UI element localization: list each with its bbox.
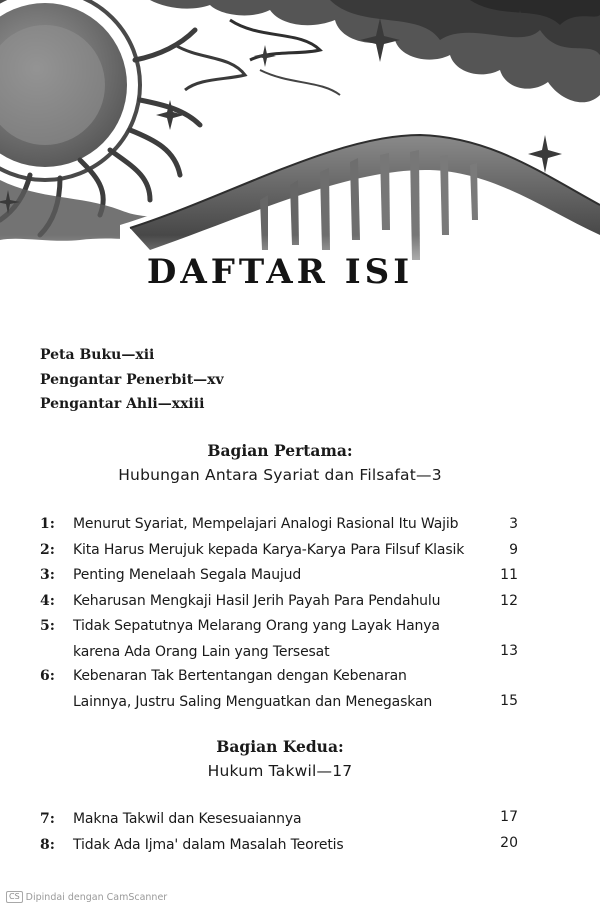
entry-page: 15: [500, 693, 518, 709]
front-matter-list: [40, 343, 224, 417]
camscanner-logo-icon: CS: [6, 891, 23, 903]
scanner-watermark: [6, 891, 167, 903]
front-matter-item: Pengantar Ahli—xxiii: [40, 396, 205, 412]
entry-page: 11: [500, 567, 518, 583]
toc-entry: [40, 537, 518, 563]
entry-title: Keharusan Mengkaji Hasil Jerih Payah Para Pendahulu: [73, 592, 441, 609]
entry-number: 6:: [40, 668, 55, 684]
toc-entry: [40, 663, 518, 713]
entry-number: 2:: [40, 541, 55, 558]
part-label: Bagian Pertama:: [207, 441, 353, 460]
entry-number: 7:: [40, 811, 55, 827]
entry-title: Makna Takwil dan Kesesuaiannya: [73, 811, 302, 827]
part-heading: [0, 440, 560, 488]
entry-page: 13: [500, 643, 518, 659]
toc-entry: [40, 511, 518, 537]
toc-entry: [40, 562, 518, 588]
entry-title: Penting Menelaah Segala Maujud: [73, 567, 302, 583]
watermark-text: Dipindai dengan CamScanner: [25, 892, 168, 903]
entry-title: Menurut Syariat, Mempelajari Analogi Rasional Itu Wajib: [73, 516, 459, 532]
part-heading: [0, 736, 560, 784]
front-matter-item: Pengantar Penerbit—xv: [40, 371, 224, 388]
entry-title: Kita Harus Merujuk kepada Karya-Karya Para Filsuf Klasik: [73, 541, 465, 558]
toc-entry: [40, 613, 518, 663]
entry-page: 20: [500, 835, 518, 851]
toc-list: [40, 511, 518, 713]
entry-title: Tidak Ada Ijma' dalam Masalah Teoretis: [73, 837, 344, 853]
part-title: Hubungan Antara Syariat dan Filsafat—3: [118, 466, 442, 484]
entry-number: 1:: [40, 516, 55, 532]
toc-list: [40, 806, 518, 858]
entry-page: 9: [509, 541, 518, 558]
toc-entry: [40, 806, 518, 832]
entry-title: Tidak Sepatutnya Melarang Orang yang Layak Hanya karena Ada Orang Lain yang Tersesat: [73, 618, 440, 660]
entry-page: 12: [500, 592, 518, 609]
toc-entry: [40, 832, 518, 858]
part-label: Bagian Kedua:: [216, 737, 344, 756]
toc-entry: [40, 588, 518, 614]
front-matter-item: Peta Buku—xii: [40, 347, 155, 363]
entry-number: 8:: [40, 837, 55, 853]
entry-page: 3: [509, 516, 518, 532]
page-title: DAFTAR ISI: [146, 252, 414, 292]
entry-title: Kebenaran Tak Bertentangan dengan Kebenaran Lainnya, Justru Saling Menguatkan dan Menegaskan: [73, 668, 433, 710]
entry-number: 3:: [40, 567, 55, 583]
entry-number: 4:: [40, 592, 55, 609]
entry-number: 5:: [40, 618, 55, 634]
part-title: Hukum Takwil—17: [207, 762, 353, 780]
entry-page: 17: [500, 809, 518, 825]
